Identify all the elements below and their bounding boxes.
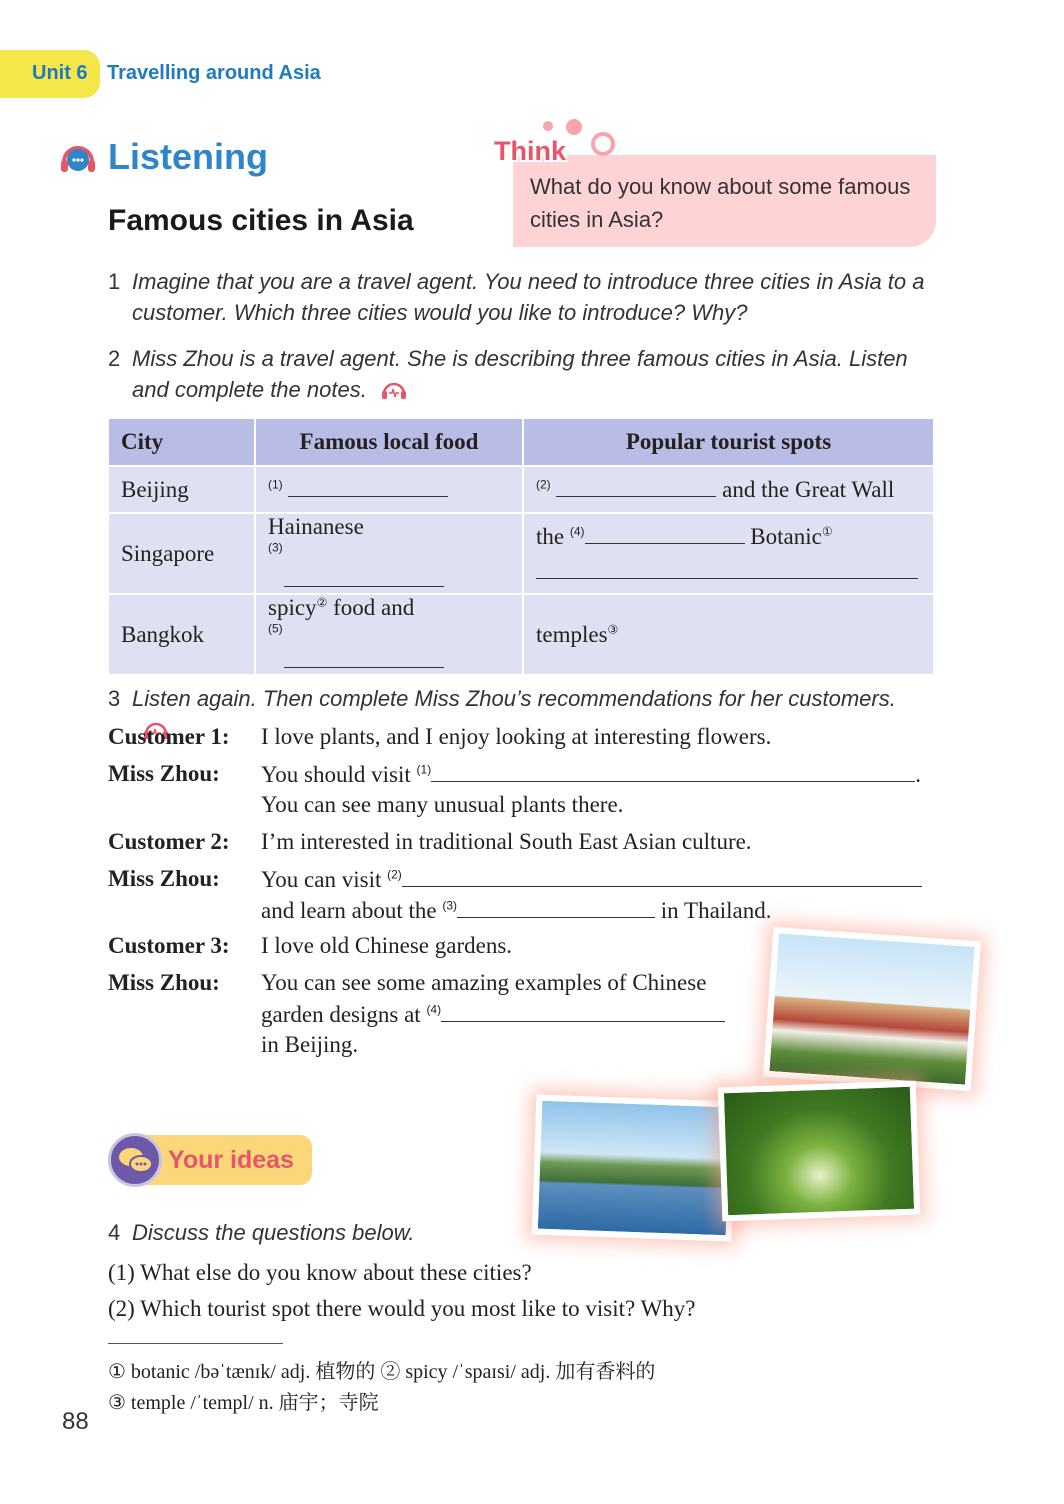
unit-title: Travelling around Asia [107,62,321,84]
dialogue-line: I love old Chinese gardens. [261,933,513,958]
headphones-icon [58,138,98,178]
photo-botanic-garden [718,1081,921,1222]
instruction-4: 4 Discuss the questions below. [108,1220,415,1245]
decor-dot [566,119,582,135]
table-row [108,513,934,594]
table-cell: the $^{(4)}$ Botanic① [523,513,934,594]
speaker-label: Miss Zhou: [108,866,220,891]
table-cell: $^{(2)}$ and the Great Wall [523,466,934,513]
chat-bubbles-icon [108,1133,162,1187]
footnote-divider [108,1343,283,1344]
decor-dot [543,121,553,131]
footnote: ① botanic /bəˈtænɪk/ adj. 植物的 ② spicy /ˈspaɪsi/ adj. 加有香料的 [108,1361,656,1383]
page-number: 88 [62,1408,89,1435]
audio-icon [381,378,407,400]
discussion-question: (2) Which tourist spot there would you most like to visit? Why? [108,1296,696,1321]
table-header: City [108,418,255,466]
dialogue-line: You can visit $^{(2)}$ [261,866,922,893]
discussion-question: (1) What else do you know about these cities? [108,1260,532,1285]
table-cell: Hainanese $^{(3)}$ [255,513,523,594]
speaker-label: Miss Zhou: [108,761,220,786]
table-header-row [108,418,934,466]
photo-thai-temple [763,927,981,1091]
instruction-1: 1 Imagine that you are a travel agent. You need to introduce three cities in Asia to a customer. Which three cities would you like to introduce? Why? [108,269,925,325]
table-cell: (1) [255,466,523,513]
dialogue-line: I love plants, and I enjoy looking at interesting flowers. [261,724,772,749]
dialogue-line: garden designs at $^{(4)}$ [261,1001,725,1028]
answer-blank[interactable] [585,523,745,544]
dialogue-line: You should visit $^{(1)}$ . [261,762,921,787]
answer-blank[interactable] [457,897,655,918]
page-title: Famous cities in Asia [108,204,414,237]
table-cell: temples③ [523,594,934,675]
table-cell: Singapore [108,513,255,594]
answer-blank[interactable] [402,866,922,887]
decor-ring [591,132,615,156]
answer-blank[interactable] [556,476,716,497]
notes-table [107,417,935,676]
answer-blank[interactable] [441,1001,725,1022]
dialogue-line: and learn about the $^{(3)}$ in Thailand. [261,898,772,923]
your-ideas-label: Your ideas [168,1146,294,1174]
answer-blank[interactable] [536,558,918,579]
answer-blank[interactable] [284,566,444,587]
footnote: ③ temple /ˈtempl/ n. 庙宇；寺院 [108,1392,379,1414]
speaker-label: Customer 1: [108,724,230,749]
speaker-label: Customer 3: [108,933,230,958]
table-header: Famous local food [255,418,523,466]
answer-blank[interactable] [288,476,448,497]
answer-blank[interactable] [284,647,444,668]
answer-blank[interactable] [431,761,915,782]
dialogue-line: You can see many unusual plants there. [261,792,624,817]
instruction-3: 3 Listen again. Then complete Miss Zhou’s recommendations for her customers. [108,683,938,745]
table-cell: Beijing [108,466,255,513]
table-cell: Bangkok [108,594,255,675]
speaker-label: Customer 2: [108,829,230,854]
dialogue-line: in Beijing. [261,1032,359,1057]
section-heading: Listening [108,136,268,177]
dialogue-line: I’m interested in traditional South East Asian culture. [261,829,752,854]
dialogue-line: You can see some amazing examples of Chinese [261,970,707,995]
instruction-2: 2 Miss Zhou is a travel agent. She is describing three famous cities in Asia. Listen and complete the notes. [108,346,908,402]
speaker-label: Miss Zhou: [108,970,220,995]
table-row [108,594,934,675]
unit-label: Unit 6 [32,62,88,84]
table-row [108,466,934,513]
think-question: What do you know about some famous cities in Asia? [530,174,911,232]
think-label: Think [494,136,566,166]
table-header: Popular tourist spots [523,418,934,466]
table-cell: spicy② food and $^{(5)}$ [255,594,523,675]
